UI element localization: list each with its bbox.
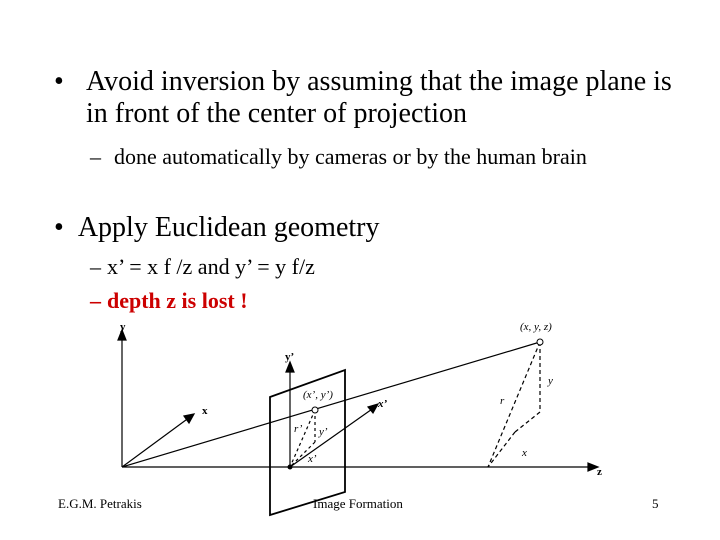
sub-bullet-marker: – [90, 254, 101, 279]
sub-bullet-2-text: x’ = x f /z and y’ = y f/z [107, 254, 315, 279]
label-y-prime: y’ [285, 351, 295, 363]
sub-bullet-3-text: depth z is lost ! [107, 288, 248, 313]
sub-bullet-marker: – [90, 288, 101, 313]
footer-author: E.G.M. Petrakis [58, 496, 142, 511]
point-3d [537, 339, 543, 345]
label-r-prime: r’ [294, 423, 303, 435]
r-line [488, 342, 540, 467]
projection-diagram [100, 312, 620, 517]
sub-bullet-1-text: done automatically by cameras or by the human brain [114, 144, 587, 169]
page-number: 5 [652, 496, 659, 511]
label-point: (x, y, z) [520, 321, 552, 333]
label-y-small: y [548, 375, 553, 387]
x-prime-axis [290, 407, 375, 467]
label-r: r [500, 395, 505, 407]
label-proj-point: (x’, y’) [303, 389, 333, 401]
label-y: y [120, 321, 126, 333]
bullet-1-text: Avoid inversion by assuming that the image plane is in front of the center of projection [86, 66, 672, 129]
label-y-prime-small: y’ [319, 426, 328, 438]
bullet-2 [54, 212, 380, 244]
label-x-prime: x’ [378, 398, 388, 410]
sub-bullet-1 [90, 144, 690, 170]
bullet-marker: • [54, 212, 64, 243]
x-axis-arrow [184, 414, 194, 423]
label-x: x [202, 405, 208, 417]
bullet-marker: • [54, 66, 64, 97]
label-x-prime-small: x’ [308, 453, 317, 465]
bullet-1 [54, 66, 694, 130]
sub-bullet-marker: – [90, 144, 101, 169]
point-projected [312, 407, 318, 413]
sub-bullet-2 [90, 254, 315, 280]
origin [288, 465, 293, 470]
projection-ray [122, 342, 540, 467]
x-axis [122, 417, 190, 467]
label-z: z [597, 466, 602, 478]
footer-title: Image Formation [313, 496, 403, 511]
y-prime-arrow [286, 362, 294, 372]
x-prime-arrow [368, 404, 378, 413]
label-x-small: x [522, 447, 527, 459]
bullet-2-text: Apply Euclidean geometry [77, 212, 380, 243]
sub-bullet-3 [90, 288, 248, 314]
